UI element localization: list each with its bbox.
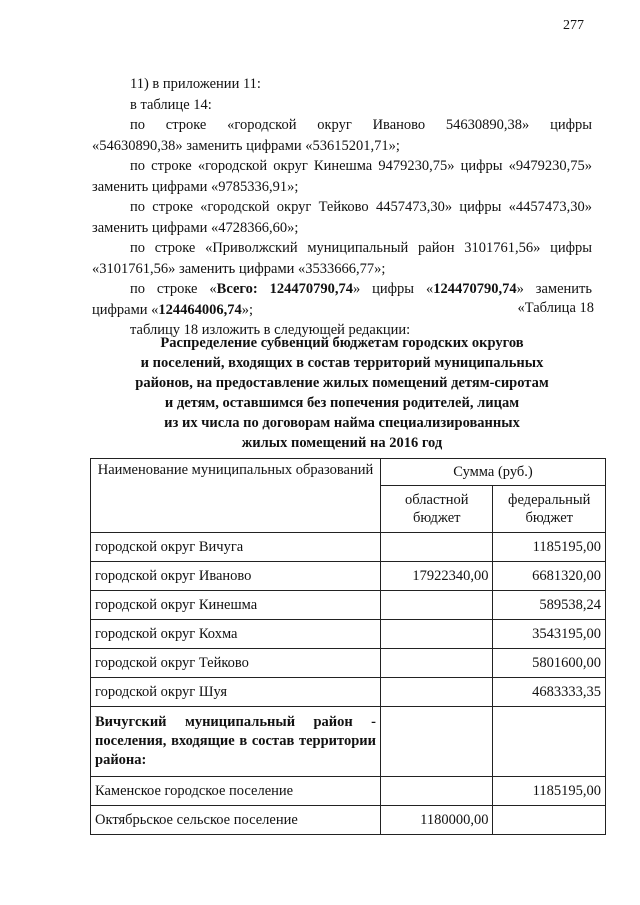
row-regional bbox=[381, 591, 493, 620]
row-federal bbox=[493, 806, 606, 835]
table14-ref: в таблице 14: bbox=[130, 96, 212, 113]
amendment-ivanovo-line1: по строке «городской округ Иваново 54630890,38» цифры bbox=[130, 117, 592, 133]
row-regional bbox=[381, 777, 493, 806]
amendment-teikovo-line2: заменить цифрами «4728366,60»; bbox=[92, 219, 299, 236]
row-federal: 3543195,00 bbox=[493, 620, 606, 649]
table18-instruction: таблицу 18 изложить в следующей редакции: bbox=[130, 322, 411, 338]
header-federal: федеральный бюджет bbox=[493, 486, 606, 533]
table-title-line: жилых помещений на 2016 год bbox=[241, 435, 443, 451]
table-row bbox=[91, 678, 606, 707]
district-heading: Вичугский муниципальный район - поселения, входящие в состав территории района: bbox=[91, 707, 381, 777]
table-title-line: и поселений, входящих в состав территорий муниципальных bbox=[140, 355, 544, 371]
amendment-kineshma-line2: заменить цифрами «9785336,91»; bbox=[92, 178, 299, 195]
row-federal: 5801600,00 bbox=[493, 649, 606, 678]
row-regional bbox=[381, 707, 493, 777]
table-title-line: и детям, оставшимся без попечения родителей, лицам bbox=[164, 395, 520, 411]
row-name: городской округ Кинешма bbox=[91, 591, 381, 620]
row-regional bbox=[381, 620, 493, 649]
page-number: 277 bbox=[563, 18, 584, 33]
table-title-line: Распределение субвенций бюджетам городских округов bbox=[160, 335, 524, 351]
header-regional: областной бюджет bbox=[381, 486, 493, 533]
row-federal bbox=[493, 707, 606, 777]
header-sum: Сумма (руб.) bbox=[381, 459, 606, 486]
table-row-district bbox=[91, 707, 606, 777]
row-name: городской округ Иваново bbox=[91, 562, 381, 591]
table-row bbox=[91, 533, 606, 562]
total-line2-pre: цифрами « bbox=[92, 301, 159, 318]
row-federal: 6681320,00 bbox=[493, 562, 606, 591]
row-name: Октябрьское сельское поселение bbox=[91, 806, 381, 835]
table-row bbox=[91, 806, 606, 835]
table-title-line: из их числа по договорам найма специализированных bbox=[164, 415, 520, 431]
table-row bbox=[91, 591, 606, 620]
table-label: «Таблица 18 bbox=[517, 300, 594, 316]
total-line2-post: »; bbox=[241, 301, 254, 318]
total-post: » заменить bbox=[516, 281, 592, 297]
amendment-privolzhsk-line2: «3101761,56» заменить цифрами «3533666,77»; bbox=[92, 260, 386, 277]
row-federal: 589538,24 bbox=[493, 591, 606, 620]
row-regional: 17922340,00 bbox=[381, 562, 493, 591]
amendment-total-line1 bbox=[92, 279, 592, 300]
table-row bbox=[91, 649, 606, 678]
total-mid: » цифры « bbox=[352, 281, 434, 297]
table-row bbox=[91, 562, 606, 591]
header-name: Наименование муниципальных образований bbox=[91, 459, 381, 533]
row-regional bbox=[381, 533, 493, 562]
row-regional: 1180000,00 bbox=[381, 806, 493, 835]
table-row bbox=[91, 777, 606, 806]
amendment-teikovo-line1: по строке «городской округ Тейково 4457473,30» цифры «4457473,30» bbox=[130, 199, 592, 215]
row-name: Каменское городское поселение bbox=[91, 777, 381, 806]
row-federal: 4683333,35 bbox=[493, 678, 606, 707]
row-name: городской округ Кохма bbox=[91, 620, 381, 649]
amendment-kineshma-line1: по строке «городской округ Кинешма 9479230,75» цифры «9479230,75» bbox=[130, 158, 592, 174]
total-new-value: 124464006,74 bbox=[158, 301, 242, 318]
total-label: Всего: 124470790,74 bbox=[216, 281, 353, 297]
row-name: городской округ Вичуга bbox=[91, 533, 381, 562]
table-title bbox=[92, 333, 592, 453]
row-regional bbox=[381, 649, 493, 678]
row-federal: 1185195,00 bbox=[493, 533, 606, 562]
table-row bbox=[91, 620, 606, 649]
row-name: городской округ Тейково bbox=[91, 649, 381, 678]
total-pre: по строке « bbox=[130, 281, 217, 297]
row-federal: 1185195,00 bbox=[493, 777, 606, 806]
amendment-privolzhsk-line1: по строке «Приволжский муниципальный район 3101761,56» цифры bbox=[130, 240, 592, 256]
item-heading: 11) в приложении 11: bbox=[130, 76, 261, 92]
row-regional bbox=[381, 678, 493, 707]
amendment-ivanovo-line2: «54630890,38» заменить цифрами «53615201,71»; bbox=[92, 137, 400, 154]
subvention-table bbox=[90, 458, 606, 835]
row-name: городской округ Шуя bbox=[91, 678, 381, 707]
total-old-value: 124470790,74 bbox=[433, 281, 517, 297]
table-title-line: районов, на предоставление жилых помещений детям-сиротам bbox=[135, 375, 549, 391]
